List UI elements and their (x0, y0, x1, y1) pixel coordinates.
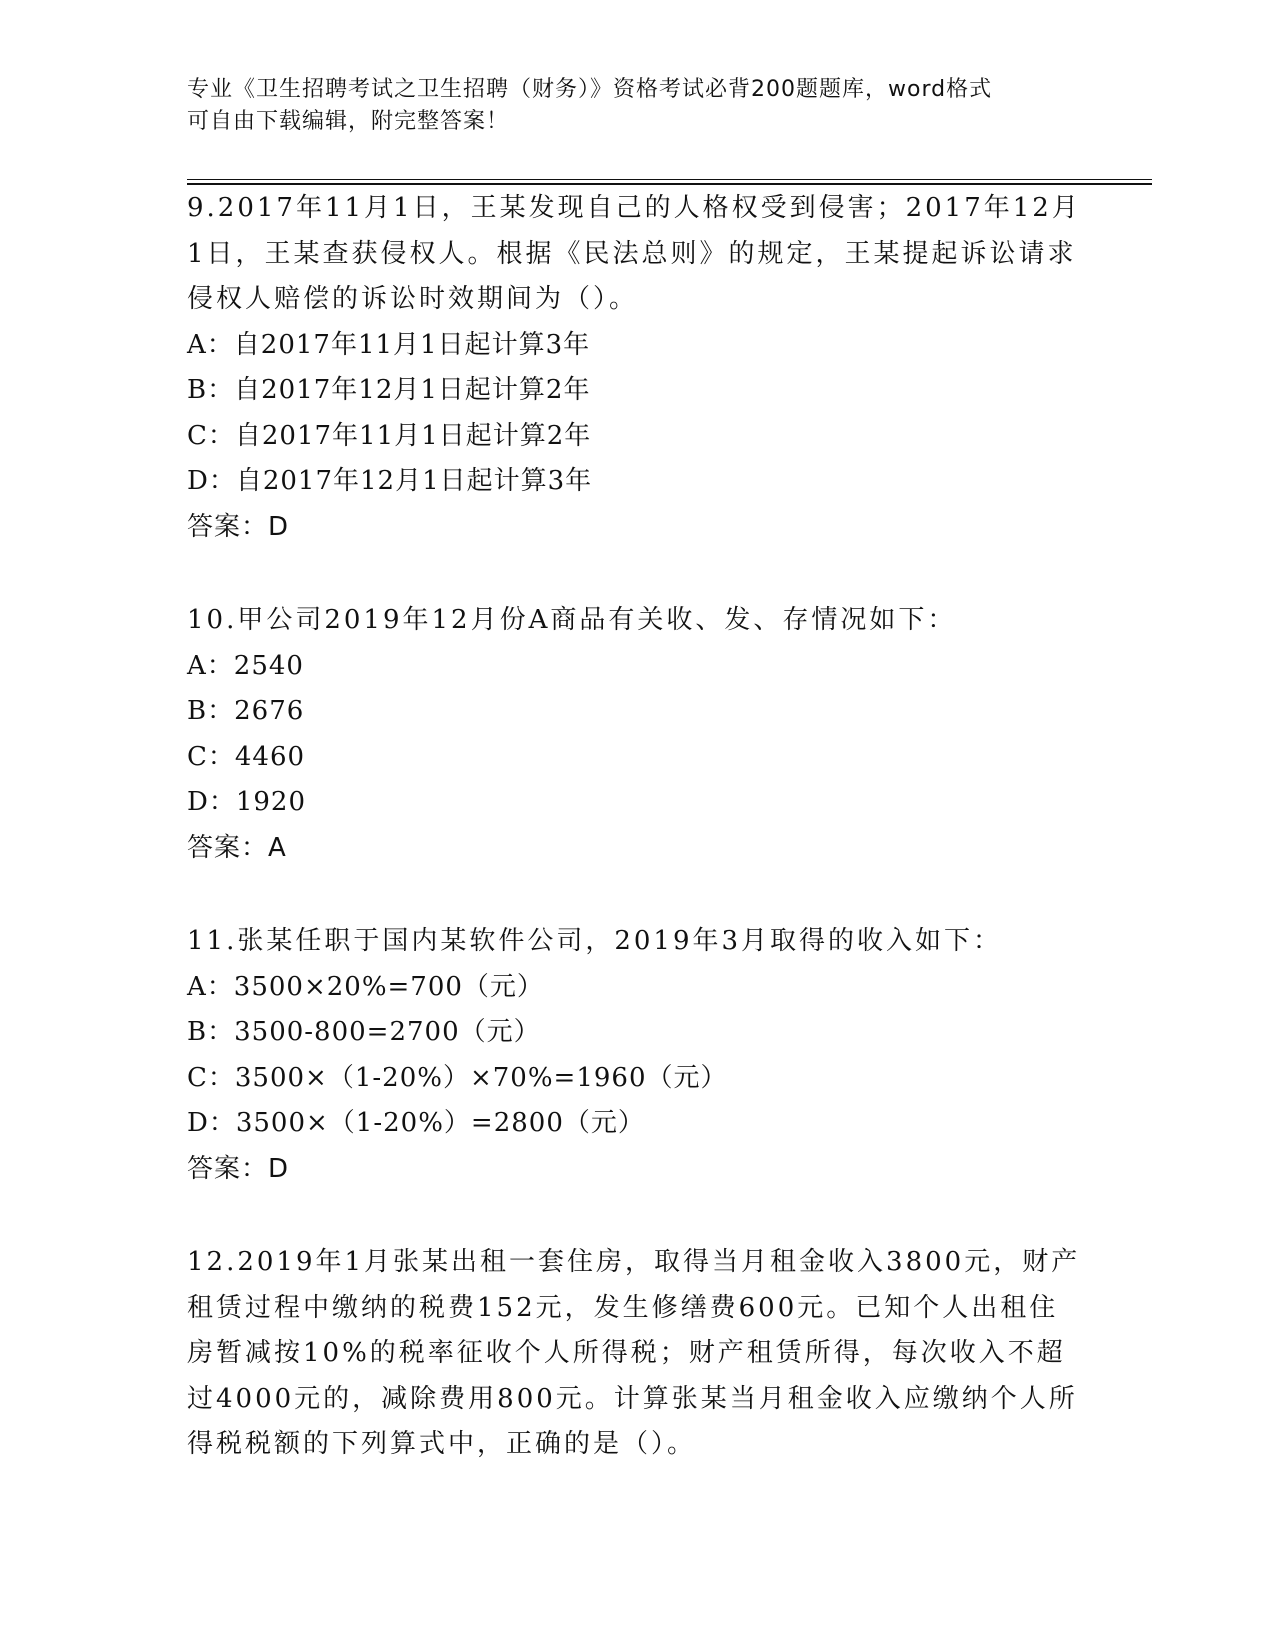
answer-line: 答案：D (187, 511, 290, 542)
question-stem: 9.2017年11月1日，王某发现自己的人格权受到侵害；2017年12月1日，王某查获侵权人。根据《民法总则》的规定，王某提起诉讼请求侵权人赔偿的诉讼时效期间为（）。 (187, 193, 1081, 314)
answer-line: 答案：D (187, 1153, 290, 1184)
question-12 (187, 1240, 1087, 1468)
question-stem: 10.甲公司2019年12月份A商品有关收、发、存情况如下： (187, 605, 957, 635)
header-divider (187, 179, 1152, 180)
header-divider-thick (187, 183, 1152, 185)
option-c: C：4460 (187, 741, 306, 772)
question-stem: 12.2019年1月张某出租一套住房，取得当月租金收入3800元，财产租赁过程中缴纳的税费152元，发生修缮费600元。已知个人出租住房暂减按10%的税率征收个人所得税；财产租赁所得，每次收入不超过4000元的，减除费用800元。计算张某当月租金收入应缴纳个人所得税税额的下列算式中，正确的是（）。 (187, 1247, 1081, 1459)
document-header (187, 74, 1067, 138)
question-stem: 11.张某任职于国内某软件公司，2019年3月取得的收入如下： (187, 926, 1003, 956)
option-c: C：3500×（1-20%）×70%=1960（元） (187, 1062, 728, 1093)
question-list (187, 186, 1087, 1516)
option-d: D：3500×（1-20%）=2800（元） (187, 1108, 645, 1138)
option-d: D：自2017年12月1日起计算3年 (187, 466, 593, 496)
option-a: A：3500×20%=700（元） (187, 971, 544, 1002)
answer-line: 答案：A (187, 832, 287, 863)
option-c: C：自2017年11月1日起计算2年 (187, 420, 592, 451)
option-a: A：2540 (187, 650, 304, 681)
header-title-line-1: 专业《卫生招聘考试之卫生招聘（财务）》资格考试必背200题题库，word格式 (187, 77, 993, 102)
option-a: A：自2017年11月1日起计算3年 (187, 329, 591, 360)
option-b: B：自2017年12月1日起计算2年 (187, 375, 591, 405)
option-d: D：1920 (187, 787, 307, 817)
question-9 (187, 186, 1087, 550)
question-11 (187, 919, 1087, 1192)
question-10 (187, 598, 1087, 871)
option-b: B：2676 (187, 696, 305, 726)
option-b: B：3500-800=2700（元） (187, 1017, 541, 1047)
header-title-line-2: 可自由下载编辑，附完整答案！ (187, 109, 510, 134)
